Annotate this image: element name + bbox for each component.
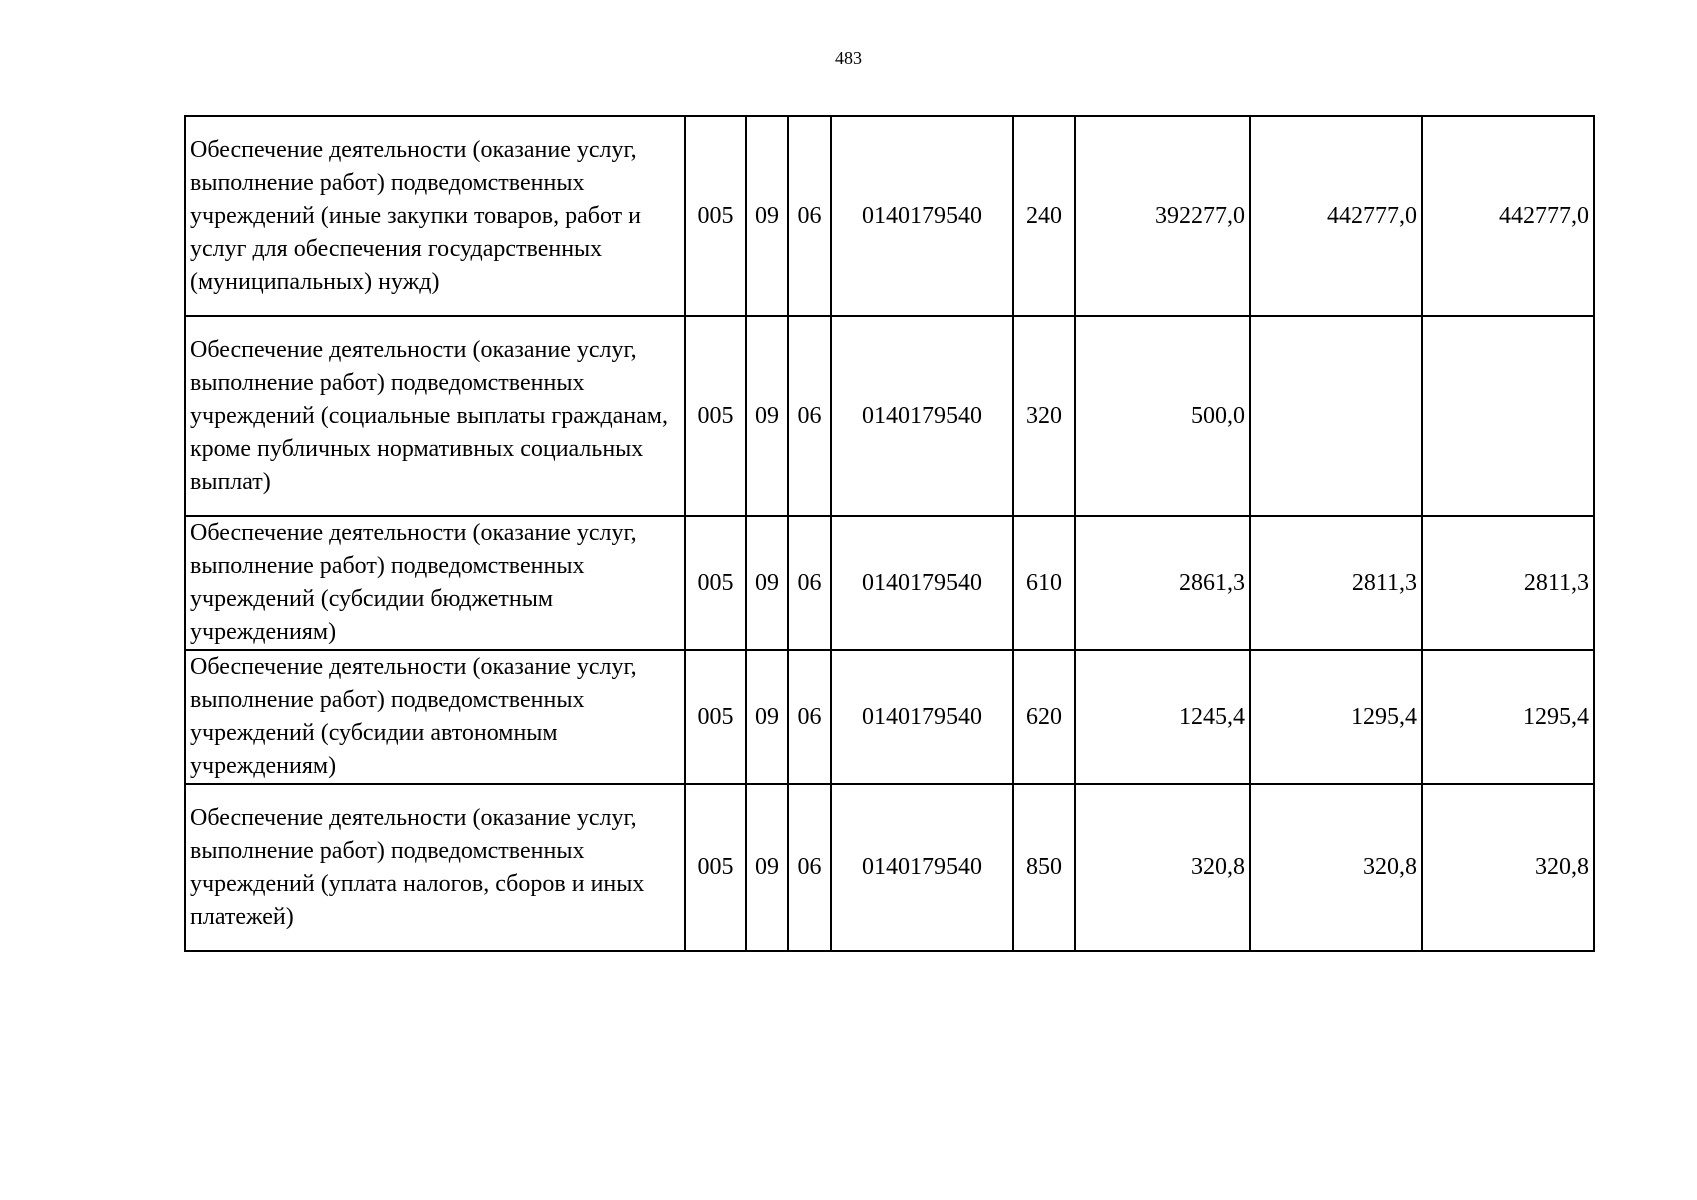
expense-type-code: 240 [1013, 116, 1075, 316]
section-code: 09 [746, 650, 788, 784]
target-article-code: 0140179540 [831, 516, 1013, 650]
amount-year-3 [1422, 316, 1594, 516]
amount-year-1: 500,0 [1075, 316, 1250, 516]
target-article-code: 0140179540 [831, 316, 1013, 516]
section-code: 09 [746, 116, 788, 316]
row-description: Обеспечение деятельности (оказание услуг, выполнение работ) подведомственных учреждений (субсидии автономным учреждениям) [185, 650, 685, 784]
subsection-code: 06 [788, 316, 831, 516]
expense-type-code: 620 [1013, 650, 1075, 784]
expense-type-code: 610 [1013, 516, 1075, 650]
section-code: 09 [746, 516, 788, 650]
row-description: Обеспечение деятельности (оказание услуг, выполнение работ) подведомственных учреждений (уплата налогов, сборов и иных платежей) [185, 784, 685, 951]
row-description: Обеспечение деятельности (оказание услуг, выполнение работ) подведомственных учреждений (иные закупки товаров, работ и услуг для обеспечения государственных (муниципальных) нужд) [185, 116, 685, 316]
amount-year-2: 320,8 [1250, 784, 1422, 951]
expense-type-code: 320 [1013, 316, 1075, 516]
subsection-code: 06 [788, 516, 831, 650]
target-article-code: 0140179540 [831, 784, 1013, 951]
section-code: 09 [746, 784, 788, 951]
table-row [185, 784, 1594, 951]
subsection-code: 06 [788, 116, 831, 316]
amount-year-1: 2861,3 [1075, 516, 1250, 650]
expense-type-code: 850 [1013, 784, 1075, 951]
amount-year-1: 1245,4 [1075, 650, 1250, 784]
ministry-code: 005 [685, 516, 746, 650]
amount-year-2 [1250, 316, 1422, 516]
subsection-code: 06 [788, 784, 831, 951]
amount-year-2: 2811,3 [1250, 516, 1422, 650]
amount-year-2: 442777,0 [1250, 116, 1422, 316]
amount-year-3: 1295,4 [1422, 650, 1594, 784]
amount-year-1: 320,8 [1075, 784, 1250, 951]
table-row [185, 316, 1594, 516]
amount-year-3: 2811,3 [1422, 516, 1594, 650]
subsection-code: 06 [788, 650, 831, 784]
row-description: Обеспечение деятельности (оказание услуг, выполнение работ) подведомственных учреждений (социальные выплаты гражданам, кроме публичных нормативных социальных выплат) [185, 316, 685, 516]
target-article-code: 0140179540 [831, 650, 1013, 784]
ministry-code: 005 [685, 116, 746, 316]
target-article-code: 0140179540 [831, 116, 1013, 316]
ministry-code: 005 [685, 784, 746, 951]
amount-year-3: 442777,0 [1422, 116, 1594, 316]
page-number: 483 [835, 48, 862, 68]
section-code: 09 [746, 316, 788, 516]
budget-table [184, 115, 1595, 952]
amount-year-2: 1295,4 [1250, 650, 1422, 784]
row-description: Обеспечение деятельности (оказание услуг, выполнение работ) подведомственных учреждений (субсидии бюджетным учреждениям) [185, 516, 685, 650]
table-row [185, 650, 1594, 784]
amount-year-3: 320,8 [1422, 784, 1594, 951]
ministry-code: 005 [685, 650, 746, 784]
ministry-code: 005 [685, 316, 746, 516]
table-row [185, 116, 1594, 316]
amount-year-1: 392277,0 [1075, 116, 1250, 316]
table-row [185, 516, 1594, 650]
